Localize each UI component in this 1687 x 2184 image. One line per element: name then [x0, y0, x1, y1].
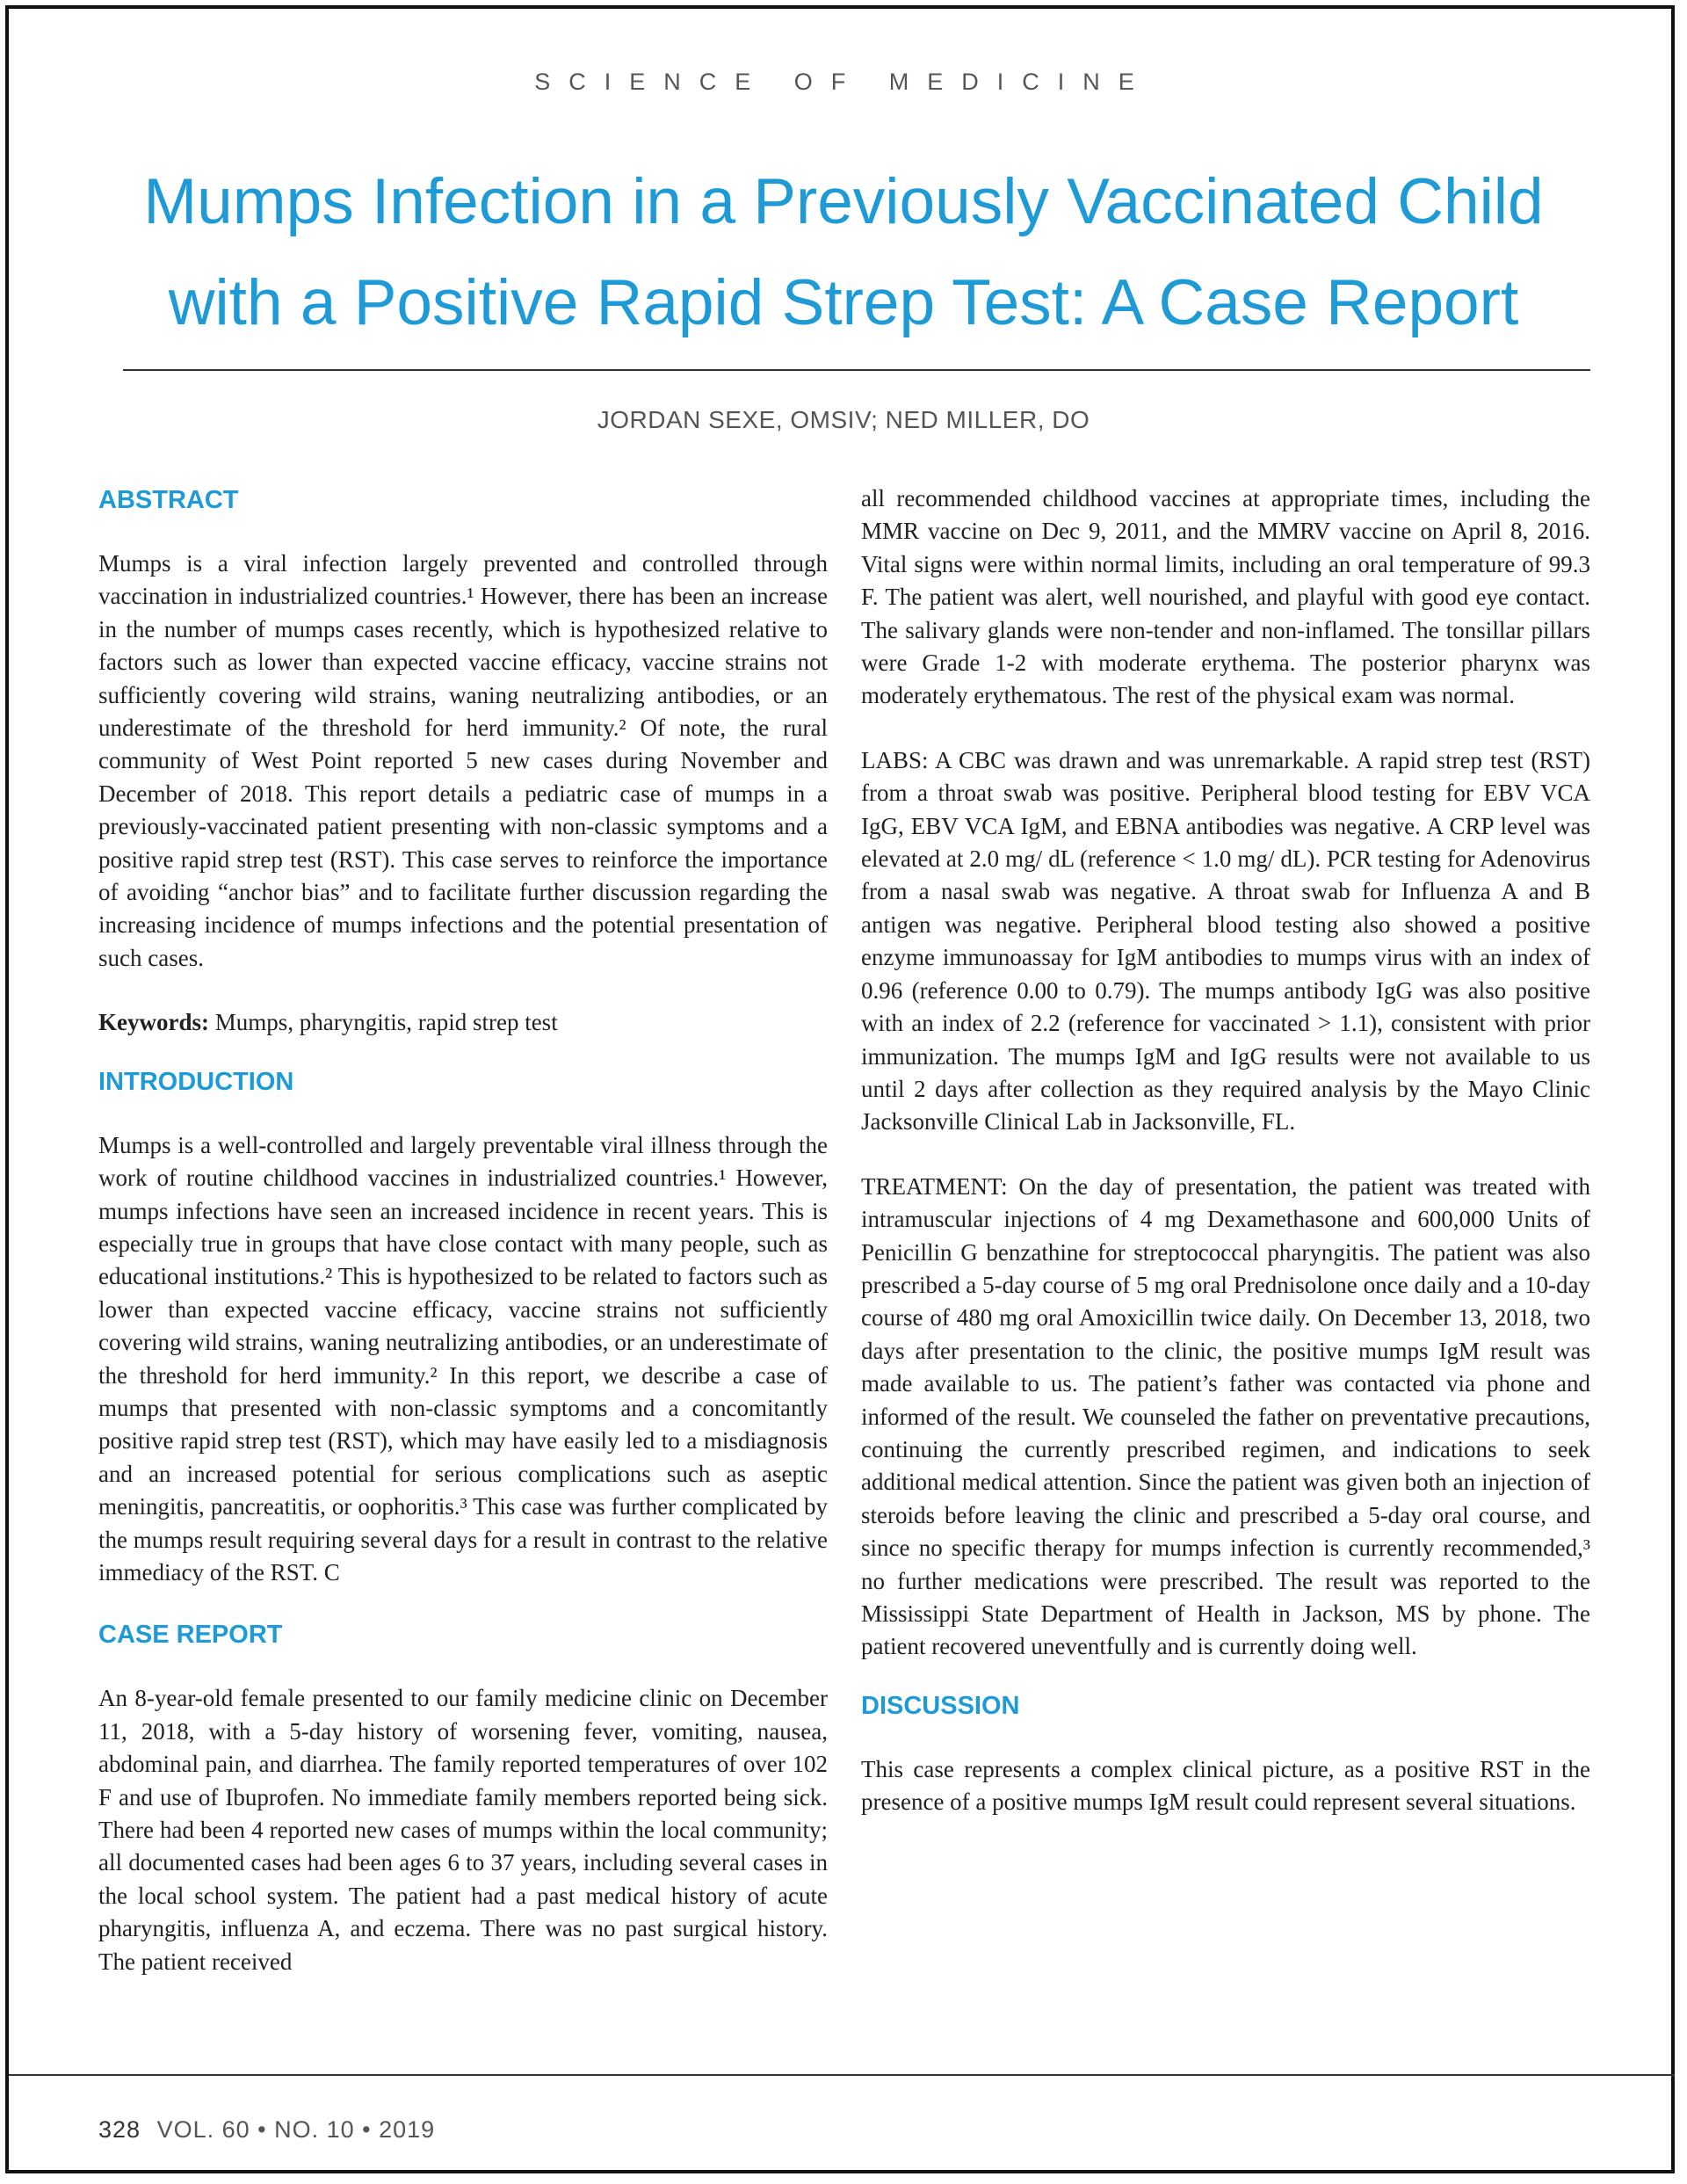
case-report-continued: all recommended childhood vaccines at appropriate times, including the MMR vaccine on Dec 9, 2011, and the MMRV vaccine on April 8, 2016. Vital signs were within normal limits, including an oral temperature of 99.3 F. The patient was alert, well nourished, and playful with good eye contact. The salivary glands were non-tender and non-inflamed. The tonsillar pillars were Grade 1-2 with moderate erythema. The posterior pharynx was moderately erythematous. The rest of the physical exam was normal.: [861, 485, 1590, 709]
abstract-text: Mumps is a viral infection largely prevented and controlled through vaccination in industrialized countries.¹ However, there has been an increase in the number of mumps cases recently, which is hypothesized relative to factors such as lower than expected vaccine efficacy, vaccine strains not sufficiently covering wild strains, waning neutralizing antibodies, or an underestimate of the threshold for herd immunity.² Of note, the rural community of West Point reported 5 new cases during November and December of 2018. This report details a pediatric case of mumps in a previously-vaccinated patient presenting with non-classic symptoms and a positive rapid strep test (RST). This case serves to reinforce the importance of avoiding “anchor bias” and to facilitate further discussion regarding the increasing incidence of mumps infections and the potential presentation of such cases.: [98, 550, 828, 971]
introduction-heading: INTRODUCTION: [98, 1067, 294, 1096]
section-label: SCIENCE OF MEDICINE: [534, 69, 1153, 95]
case-report-heading: CASE REPORT: [98, 1621, 283, 1650]
footer: [98, 2116, 435, 2144]
title-line-1: Mumps Infection in a Previously Vaccinated Child: [143, 166, 1544, 237]
authors: JORDAN SEXE, OMSIV; NED MILLER, DO: [597, 406, 1090, 433]
left-column: [98, 486, 828, 2010]
right-column: [861, 483, 1590, 1851]
keywords-label: Keywords:: [98, 1009, 209, 1036]
title-line-2: with a Positive Rapid Strep Test: A Case Report: [168, 267, 1519, 338]
abstract-heading: ABSTRACT: [98, 486, 239, 514]
footer-divider: [9, 2074, 1675, 2076]
labs-text: LABS: A CBC was drawn and was unremarkable. A rapid strep test (RST) from a throat swab was positive. Peripheral blood testing for EBV VCA IgG, EBV VCA IgM, and EBNA antibodies was negative. A CRP level was elevated at 2.0 mg/ dL (reference < 1.0 mg/ dL). PCR testing for Adenovirus from a nasal swab was negative. A throat swab for Influenza A and B antigen was negative. Peripheral blood testing also showed a positive enzyme immunoassay for IgM antibodies to mumps virus with an index of 0.96 (reference 0.00 to 0.79). The mumps antibody IgG was also positive with an index of 2.2 (reference for vaccinated > 1.1), consistent with prior immunization. The mumps IgM and IgG results were not available to us until 2 days after collection as they required analysis by the Mayo Clinic Jacksonville Clinical Lab in Jacksonville, FL.: [861, 746, 1590, 1136]
issue-info: VOL. 60 • NO. 10 • 2019: [156, 2116, 436, 2143]
article-title: [70, 151, 1617, 353]
introduction-text: Mumps is a well-controlled and largely preventable viral illness through the work of routine childhood vaccines in industrialized countries.¹ However, mumps infections have seen an increased incidence in recent years. This is especially true in groups that have close contact with many people, such as educational institutions.² This is hypothesized to be related to factors such as lower than expected vaccine efficacy, vaccine strains not sufficiently covering wild strains, waning neutralizing antibodies, or an underestimate of the threshold for herd immunity.² In this report, we describe a case of mumps that presented with non-classic symptoms and a concomitantly positive rapid strep test (RST), which may have easily led to a misdiagnosis and an increased potential for serious complications such as aseptic meningitis, pancreatitis, or oophoritis.³ This case was further complicated by the mumps result requiring several days for a result in contrast to the relative immediacy of the RST. C: [98, 1131, 828, 1585]
case-report-text: An 8-year-old female presented to our family medicine clinic on December 11, 2018, with a 5-day history of worsening fever, vomiting, nausea, abdominal pain, and diarrhea. The family reported temperatures of over 102 F and use of Ibuprofen. No immediate family members reported being sick. There had been 4 reported new cases of mumps within the local community; all documented cases had been ages 6 to 37 years, including several cases in the local school system. The patient had a past medical history of acute pharyngitis, influenza A, and eczema. There was no past surgical history. The patient received: [98, 1685, 828, 1975]
treatment-text: TREATMENT: On the day of presentation, the patient was treated with intramuscular injections of 4 mg Dexamethasone and 600,000 Units of Penicillin G benzathine for streptococcal pharyngitis. The patient was also prescribed a 5-day course of 5 mg oral Prednisolone once daily and a 10-day course of 480 mg oral Amoxicillin twice daily. On December 13, 2018, two days after presentation to the clinic, the positive mumps IgM result was made available to us. The patient’s father was contacted via phone and informed of the result. We counseled the father on preventative precautions, continuing the currently prescribed regimen, and indications to seek additional medical attention. Since the patient was given both an injection of steroids before leaving the clinic and prescribed a 5-day oral course, and since no specific therapy for mumps infection is currently recommended,³ no further medications were prescribed. The result was reported to the Mississippi State Department of Health in Jackson, MS by phone. The patient recovered uneventfully and is currently doing well.: [861, 1172, 1590, 1660]
discussion-heading: DISCUSSION: [861, 1691, 1020, 1720]
title-divider: [123, 369, 1590, 371]
keywords-text: Mumps, pharyngitis, rapid strep test: [214, 1009, 558, 1036]
page-number: 328: [98, 2116, 141, 2143]
discussion-text: This case represents a complex clinical picture, as a positive RST in the presence of a positive mumps IgM result could represent several situations.: [861, 1755, 1590, 1816]
keywords: [98, 1006, 828, 1039]
